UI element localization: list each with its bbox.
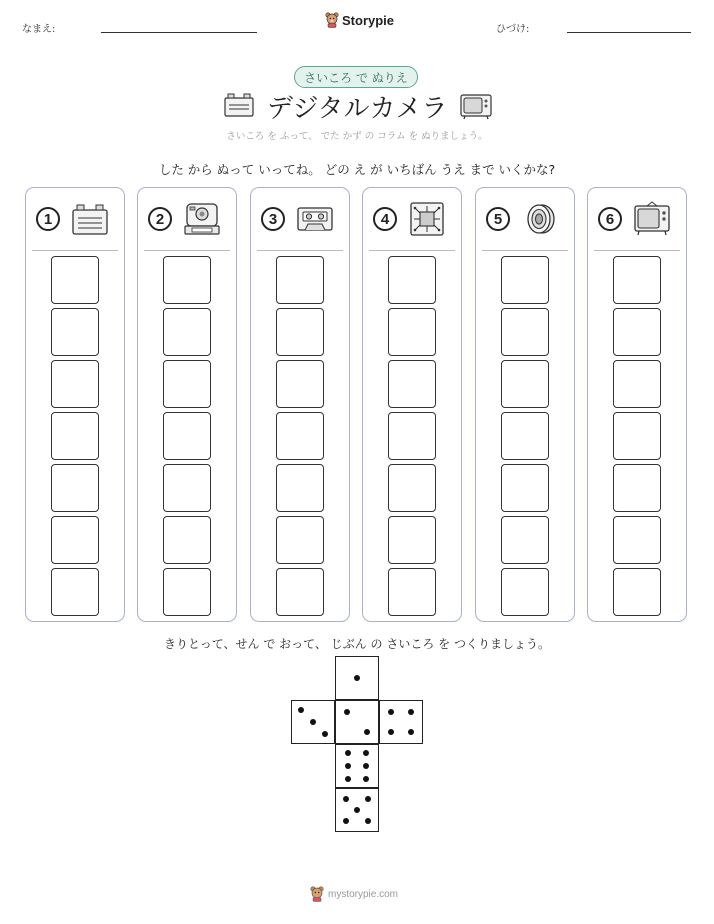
coloring-cell[interactable] (613, 256, 661, 304)
die-face-2 (335, 700, 379, 744)
column-3 (250, 187, 350, 622)
coloring-cell[interactable] (276, 412, 324, 460)
coloring-cell[interactable] (501, 308, 549, 356)
page-title: デジタルカメラ (267, 94, 448, 124)
die-pip (354, 675, 360, 681)
coloring-cell[interactable] (613, 308, 661, 356)
coloring-cell[interactable] (276, 464, 324, 512)
coloring-cell[interactable] (613, 412, 661, 460)
instruction: した から ぬって いってね。 どの え が いちばん うえ まで いくかな? (158, 162, 556, 177)
footer (310, 886, 398, 902)
coloring-cell[interactable] (51, 308, 99, 356)
die-face-3 (291, 700, 335, 744)
die-pip (388, 709, 394, 715)
coloring-cell[interactable] (276, 256, 324, 304)
cassette-tape-icon (295, 201, 335, 237)
die-pip (365, 818, 371, 824)
coloring-cell[interactable] (51, 568, 99, 616)
coloring-cell[interactable] (388, 360, 436, 408)
coloring-cell[interactable] (163, 256, 211, 304)
column-divider (32, 250, 118, 251)
die-pip (365, 796, 371, 802)
coloring-cell[interactable] (388, 516, 436, 564)
coloring-cell[interactable] (163, 568, 211, 616)
retro-tv-icon (459, 92, 493, 120)
die-face-5 (335, 788, 379, 832)
coloring-cell[interactable] (501, 360, 549, 408)
car-battery-icon (222, 92, 256, 118)
car-battery-icon (70, 201, 110, 237)
bear-mascot-icon (325, 12, 339, 28)
die-pip (364, 729, 370, 735)
brand-name: Storypie (342, 12, 395, 28)
coloring-cell[interactable] (163, 360, 211, 408)
column-number: 6 (598, 207, 622, 231)
coloring-cell[interactable] (388, 308, 436, 356)
die-pip (408, 709, 414, 715)
die-pip (345, 763, 351, 769)
coloring-cell[interactable] (501, 516, 549, 564)
column-1 (25, 187, 125, 622)
die-pip (345, 776, 351, 782)
die-pip (363, 763, 369, 769)
die-pip (343, 796, 349, 802)
instant-camera-icon (182, 201, 222, 237)
coloring-cell[interactable] (51, 412, 99, 460)
subtitle: さいころ を ふって、 でた かず の コラム を ぬりましょう。 (226, 131, 488, 142)
die-pip (343, 818, 349, 824)
column-divider (144, 250, 230, 251)
coloring-cell[interactable] (388, 256, 436, 304)
coloring-cell[interactable] (613, 464, 661, 512)
cut-instruction: きりとって、せん で おって、 じぶん の さいころ を つくりましょう。 (164, 637, 550, 651)
date-line (567, 32, 691, 33)
coloring-cell[interactable] (163, 516, 211, 564)
coloring-cell[interactable] (163, 308, 211, 356)
column-divider (482, 250, 568, 251)
die-pip (408, 729, 414, 735)
bear-mascot-icon (310, 886, 324, 902)
date-label: ひづけ: (496, 24, 530, 35)
microchip-icon (407, 201, 447, 237)
coloring-cell[interactable] (388, 568, 436, 616)
die-pip (354, 807, 360, 813)
coloring-cell[interactable] (501, 464, 549, 512)
coloring-cell[interactable] (163, 464, 211, 512)
die-pip (363, 750, 369, 756)
name-label: なまえ: (22, 24, 56, 35)
coloring-cell[interactable] (613, 568, 661, 616)
coloring-cell[interactable] (51, 256, 99, 304)
die-pip (345, 750, 351, 756)
coloring-cell[interactable] (501, 256, 549, 304)
coloring-cell[interactable] (276, 360, 324, 408)
column-divider (369, 250, 455, 251)
column-6 (587, 187, 687, 622)
coloring-cell[interactable] (276, 516, 324, 564)
activity-badge: さいころ で ぬりえ (294, 66, 418, 88)
coloring-cell[interactable] (276, 568, 324, 616)
column-divider (257, 250, 343, 251)
column-5 (475, 187, 575, 622)
column-number: 5 (486, 207, 510, 231)
column-number: 3 (261, 207, 285, 231)
coloring-cell[interactable] (276, 308, 324, 356)
coloring-cell[interactable] (51, 516, 99, 564)
camera-lens-icon (520, 201, 560, 237)
column-divider (594, 250, 680, 251)
column-number: 1 (36, 207, 60, 231)
coloring-cell[interactable] (501, 568, 549, 616)
brand-logo (325, 12, 394, 28)
die-face-6 (335, 744, 379, 788)
die-pip (310, 719, 316, 725)
die-pip (298, 707, 304, 713)
coloring-cell[interactable] (613, 516, 661, 564)
coloring-cell[interactable] (613, 360, 661, 408)
column-2 (137, 187, 237, 622)
die-face-1 (335, 656, 379, 700)
coloring-cell[interactable] (51, 464, 99, 512)
die-pip (344, 709, 350, 715)
coloring-cell[interactable] (388, 464, 436, 512)
coloring-cell[interactable] (51, 360, 99, 408)
footer-url: mystorypie.com (328, 888, 399, 900)
coloring-cell[interactable] (163, 412, 211, 460)
coloring-cell[interactable] (501, 412, 549, 460)
die-face-4 (379, 700, 423, 744)
die-pip (363, 776, 369, 782)
die-pip (322, 731, 328, 737)
retro-tv-icon (632, 201, 672, 237)
coloring-cell[interactable] (388, 412, 436, 460)
column-number: 4 (373, 207, 397, 231)
name-line (101, 32, 257, 33)
die-pip (388, 729, 394, 735)
column-4 (362, 187, 462, 622)
column-number: 2 (148, 207, 172, 231)
